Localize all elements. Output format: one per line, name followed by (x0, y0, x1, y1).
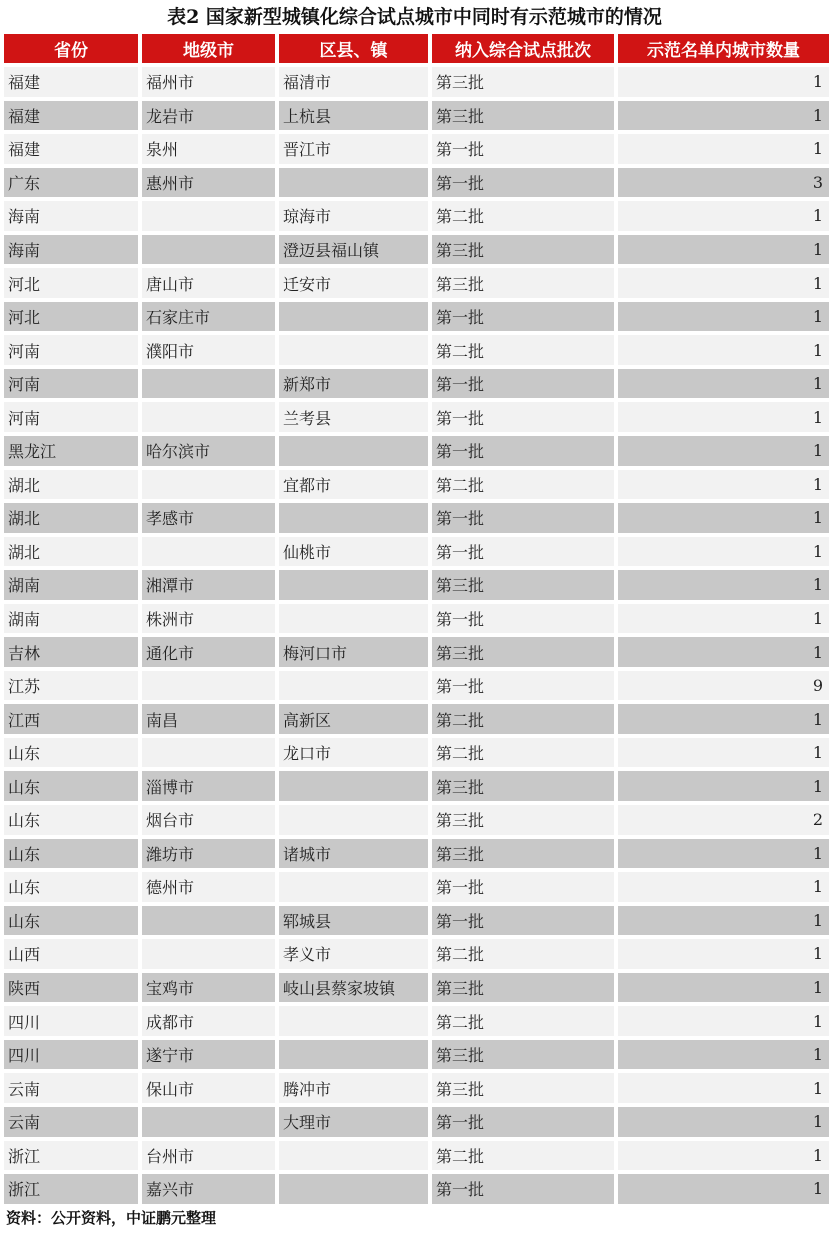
county-town-cell: 大理市 (279, 1107, 428, 1137)
demo-city-count-cell: 1 (618, 570, 829, 600)
pilot-batch-cell: 第二批 (432, 470, 614, 500)
demo-city-count-cell: 1 (618, 302, 829, 332)
table-row (4, 1006, 829, 1036)
prefecture-city-cell (142, 537, 275, 567)
table-row (4, 1141, 829, 1171)
province-cell: 海南 (4, 235, 138, 265)
table-row (4, 570, 829, 600)
pilot-batch-cell: 第三批 (432, 1073, 614, 1103)
county-town-cell (279, 168, 428, 198)
county-town-cell: 孝义市 (279, 939, 428, 969)
prefecture-city-cell (142, 738, 275, 768)
pilot-cities-table (0, 30, 829, 1208)
province-cell: 湖南 (4, 570, 138, 600)
demo-city-count-cell: 1 (618, 335, 829, 365)
table-title: 表2 国家新型城镇化综合试点城市中同时有示范城市的情况 (167, 6, 662, 28)
prefecture-city-cell: 泉州 (142, 134, 275, 164)
pilot-batch-cell: 第一批 (432, 436, 614, 466)
pilot-batch-cell: 第二批 (432, 1141, 614, 1171)
county-town-cell: 腾冲市 (279, 1073, 428, 1103)
province-cell: 云南 (4, 1107, 138, 1137)
county-town-cell (279, 570, 428, 600)
table-row (4, 1174, 829, 1204)
demo-city-count-cell: 1 (618, 134, 829, 164)
province-cell: 河南 (4, 369, 138, 399)
prefecture-city-cell: 宝鸡市 (142, 973, 275, 1003)
prefecture-city-cell (142, 906, 275, 936)
province-cell: 四川 (4, 1006, 138, 1036)
table-row (4, 906, 829, 936)
prefecture-city-cell: 石家庄市 (142, 302, 275, 332)
prefecture-city-cell: 濮阳市 (142, 335, 275, 365)
county-town-cell (279, 604, 428, 634)
county-town-cell: 迁安市 (279, 268, 428, 298)
province-cell: 河南 (4, 402, 138, 432)
demo-city-count-cell: 1 (618, 771, 829, 801)
prefecture-city-cell (142, 402, 275, 432)
table-row (4, 771, 829, 801)
table-row (4, 402, 829, 432)
pilot-batch-cell: 第三批 (432, 973, 614, 1003)
pilot-batch-cell: 第一批 (432, 503, 614, 533)
table-row (4, 168, 829, 198)
pilot-batch-cell: 第三批 (432, 805, 614, 835)
prefecture-city-cell: 保山市 (142, 1073, 275, 1103)
pilot-batch-cell: 第一批 (432, 1107, 614, 1137)
province-cell: 山东 (4, 738, 138, 768)
province-cell: 福建 (4, 134, 138, 164)
province-cell: 河北 (4, 268, 138, 298)
header-pilot-batch: 纳入综合试点批次 (432, 34, 614, 63)
county-town-cell: 岐山县蔡家坡镇 (279, 973, 428, 1003)
province-cell: 山东 (4, 872, 138, 902)
province-cell: 河南 (4, 335, 138, 365)
table-row (4, 235, 829, 265)
prefecture-city-cell: 孝感市 (142, 503, 275, 533)
demo-city-count-cell: 1 (618, 704, 829, 734)
demo-city-count-cell: 1 (618, 503, 829, 533)
province-cell: 福建 (4, 101, 138, 131)
province-cell: 湖北 (4, 537, 138, 567)
table-row (4, 671, 829, 701)
table-row (4, 470, 829, 500)
demo-city-count-cell: 9 (618, 671, 829, 701)
demo-city-count-cell: 1 (618, 1006, 829, 1036)
table-row (4, 268, 829, 298)
pilot-batch-cell: 第一批 (432, 134, 614, 164)
county-town-cell (279, 872, 428, 902)
table-row (4, 1073, 829, 1103)
pilot-batch-cell: 第二批 (432, 201, 614, 231)
demo-city-count-cell: 1 (618, 402, 829, 432)
prefecture-city-cell: 南昌 (142, 704, 275, 734)
county-town-cell (279, 1006, 428, 1036)
demo-city-count-cell: 2 (618, 805, 829, 835)
pilot-batch-cell: 第一批 (432, 604, 614, 634)
province-cell: 湖北 (4, 470, 138, 500)
prefecture-city-cell: 惠州市 (142, 168, 275, 198)
table-row (4, 973, 829, 1003)
table-row (4, 604, 829, 634)
prefecture-city-cell: 湘潭市 (142, 570, 275, 600)
county-town-cell: 梅河口市 (279, 637, 428, 667)
demo-city-count-cell: 1 (618, 738, 829, 768)
demo-city-count-cell: 1 (618, 268, 829, 298)
prefecture-city-cell: 通化市 (142, 637, 275, 667)
province-cell: 浙江 (4, 1174, 138, 1204)
demo-city-count-cell: 3 (618, 168, 829, 198)
table-row (4, 805, 829, 835)
province-cell: 广东 (4, 168, 138, 198)
pilot-batch-cell: 第一批 (432, 168, 614, 198)
demo-city-count-cell: 1 (618, 101, 829, 131)
county-town-cell (279, 302, 428, 332)
county-town-cell (279, 1141, 428, 1171)
pilot-batch-cell: 第三批 (432, 1040, 614, 1070)
county-town-cell (279, 671, 428, 701)
county-town-cell: 宜都市 (279, 470, 428, 500)
demo-city-count-cell: 1 (618, 1107, 829, 1137)
table-row (4, 704, 829, 734)
demo-city-count-cell: 1 (618, 604, 829, 634)
province-cell: 山东 (4, 805, 138, 835)
province-cell: 山东 (4, 839, 138, 869)
county-town-cell: 龙口市 (279, 738, 428, 768)
prefecture-city-cell: 株洲市 (142, 604, 275, 634)
pilot-batch-cell: 第三批 (432, 637, 614, 667)
province-cell: 黑龙江 (4, 436, 138, 466)
table-row (4, 637, 829, 667)
county-town-cell: 诸城市 (279, 839, 428, 869)
table-row (4, 369, 829, 399)
demo-city-count-cell: 1 (618, 1141, 829, 1171)
county-town-cell (279, 503, 428, 533)
county-town-cell: 琼海市 (279, 201, 428, 231)
province-cell: 河北 (4, 302, 138, 332)
table-row (4, 134, 829, 164)
prefecture-city-cell: 哈尔滨市 (142, 436, 275, 466)
pilot-batch-cell: 第二批 (432, 704, 614, 734)
pilot-batch-cell: 第三批 (432, 839, 614, 869)
province-cell: 湖北 (4, 503, 138, 533)
demo-city-count-cell: 1 (618, 906, 829, 936)
demo-city-count-cell: 1 (618, 537, 829, 567)
header-county-town: 区县、镇 (279, 34, 428, 63)
prefecture-city-cell: 烟台市 (142, 805, 275, 835)
pilot-batch-cell: 第二批 (432, 738, 614, 768)
table-row (4, 302, 829, 332)
county-town-cell: 郓城县 (279, 906, 428, 936)
pilot-batch-cell: 第三批 (432, 570, 614, 600)
table-row (4, 939, 829, 969)
province-cell: 吉林 (4, 637, 138, 667)
demo-city-count-cell: 1 (618, 470, 829, 500)
demo-city-count-cell: 1 (618, 1174, 829, 1204)
pilot-batch-cell: 第一批 (432, 872, 614, 902)
prefecture-city-cell: 台州市 (142, 1141, 275, 1171)
county-town-cell: 新郑市 (279, 369, 428, 399)
source-note: 资料：公开资料，中证鹏元整理 (6, 1209, 217, 1227)
header-province: 省份 (4, 34, 138, 63)
demo-city-count-cell: 1 (618, 67, 829, 97)
prefecture-city-cell: 德州市 (142, 872, 275, 902)
demo-city-count-cell: 1 (618, 436, 829, 466)
pilot-batch-cell: 第一批 (432, 537, 614, 567)
prefecture-city-cell (142, 369, 275, 399)
province-cell: 浙江 (4, 1141, 138, 1171)
province-cell: 四川 (4, 1040, 138, 1070)
prefecture-city-cell: 成都市 (142, 1006, 275, 1036)
demo-city-count-cell: 1 (618, 1073, 829, 1103)
province-cell: 海南 (4, 201, 138, 231)
table-row (4, 436, 829, 466)
pilot-batch-cell: 第三批 (432, 235, 614, 265)
table-row (4, 201, 829, 231)
prefecture-city-cell (142, 939, 275, 969)
pilot-batch-cell: 第三批 (432, 268, 614, 298)
county-town-cell (279, 436, 428, 466)
demo-city-count-cell: 1 (618, 973, 829, 1003)
county-town-cell: 仙桃市 (279, 537, 428, 567)
province-cell: 山西 (4, 939, 138, 969)
county-town-cell: 福清市 (279, 67, 428, 97)
province-cell: 福建 (4, 67, 138, 97)
county-town-cell: 高新区 (279, 704, 428, 734)
county-town-cell (279, 771, 428, 801)
prefecture-city-cell: 嘉兴市 (142, 1174, 275, 1204)
province-cell: 山东 (4, 771, 138, 801)
pilot-batch-cell: 第三批 (432, 771, 614, 801)
demo-city-count-cell: 1 (618, 369, 829, 399)
prefecture-city-cell: 龙岩市 (142, 101, 275, 131)
table-row (4, 101, 829, 131)
table-row (4, 738, 829, 768)
prefecture-city-cell: 遂宁市 (142, 1040, 275, 1070)
pilot-batch-cell: 第一批 (432, 402, 614, 432)
header-prefecture-city: 地级市 (142, 34, 275, 63)
prefecture-city-cell: 淄博市 (142, 771, 275, 801)
demo-city-count-cell: 1 (618, 637, 829, 667)
pilot-batch-cell: 第一批 (432, 369, 614, 399)
prefecture-city-cell: 潍坊市 (142, 839, 275, 869)
table-row (4, 537, 829, 567)
prefecture-city-cell (142, 1107, 275, 1137)
prefecture-city-cell (142, 671, 275, 701)
table-row (4, 335, 829, 365)
province-cell: 江西 (4, 704, 138, 734)
county-town-cell: 澄迈县福山镇 (279, 235, 428, 265)
pilot-batch-cell: 第一批 (432, 906, 614, 936)
prefecture-city-cell (142, 470, 275, 500)
county-town-cell: 晋江市 (279, 134, 428, 164)
pilot-batch-cell: 第一批 (432, 671, 614, 701)
table-row (4, 503, 829, 533)
demo-city-count-cell: 1 (618, 201, 829, 231)
pilot-batch-cell: 第二批 (432, 939, 614, 969)
county-town-cell (279, 1040, 428, 1070)
table-row (4, 872, 829, 902)
table-row (4, 1107, 829, 1137)
county-town-cell: 上杭县 (279, 101, 428, 131)
demo-city-count-cell: 1 (618, 839, 829, 869)
county-town-cell: 兰考县 (279, 402, 428, 432)
province-cell: 江苏 (4, 671, 138, 701)
pilot-batch-cell: 第三批 (432, 101, 614, 131)
prefecture-city-cell: 福州市 (142, 67, 275, 97)
header-demo-city-count: 示范名单内城市数量 (618, 34, 829, 63)
pilot-batch-cell: 第一批 (432, 302, 614, 332)
prefecture-city-cell (142, 235, 275, 265)
county-town-cell (279, 335, 428, 365)
province-cell: 陕西 (4, 973, 138, 1003)
demo-city-count-cell: 1 (618, 235, 829, 265)
demo-city-count-cell: 1 (618, 872, 829, 902)
header-row (4, 34, 829, 63)
table-row (4, 67, 829, 97)
county-town-cell (279, 805, 428, 835)
demo-city-count-cell: 1 (618, 1040, 829, 1070)
pilot-batch-cell: 第二批 (432, 335, 614, 365)
province-cell: 云南 (4, 1073, 138, 1103)
province-cell: 湖南 (4, 604, 138, 634)
prefecture-city-cell: 唐山市 (142, 268, 275, 298)
pilot-batch-cell: 第二批 (432, 1006, 614, 1036)
table-row (4, 839, 829, 869)
table-row (4, 1040, 829, 1070)
province-cell: 山东 (4, 906, 138, 936)
pilot-batch-cell: 第一批 (432, 1174, 614, 1204)
table-body (4, 67, 829, 1204)
county-town-cell (279, 1174, 428, 1204)
pilot-batch-cell: 第三批 (432, 67, 614, 97)
demo-city-count-cell: 1 (618, 939, 829, 969)
prefecture-city-cell (142, 201, 275, 231)
